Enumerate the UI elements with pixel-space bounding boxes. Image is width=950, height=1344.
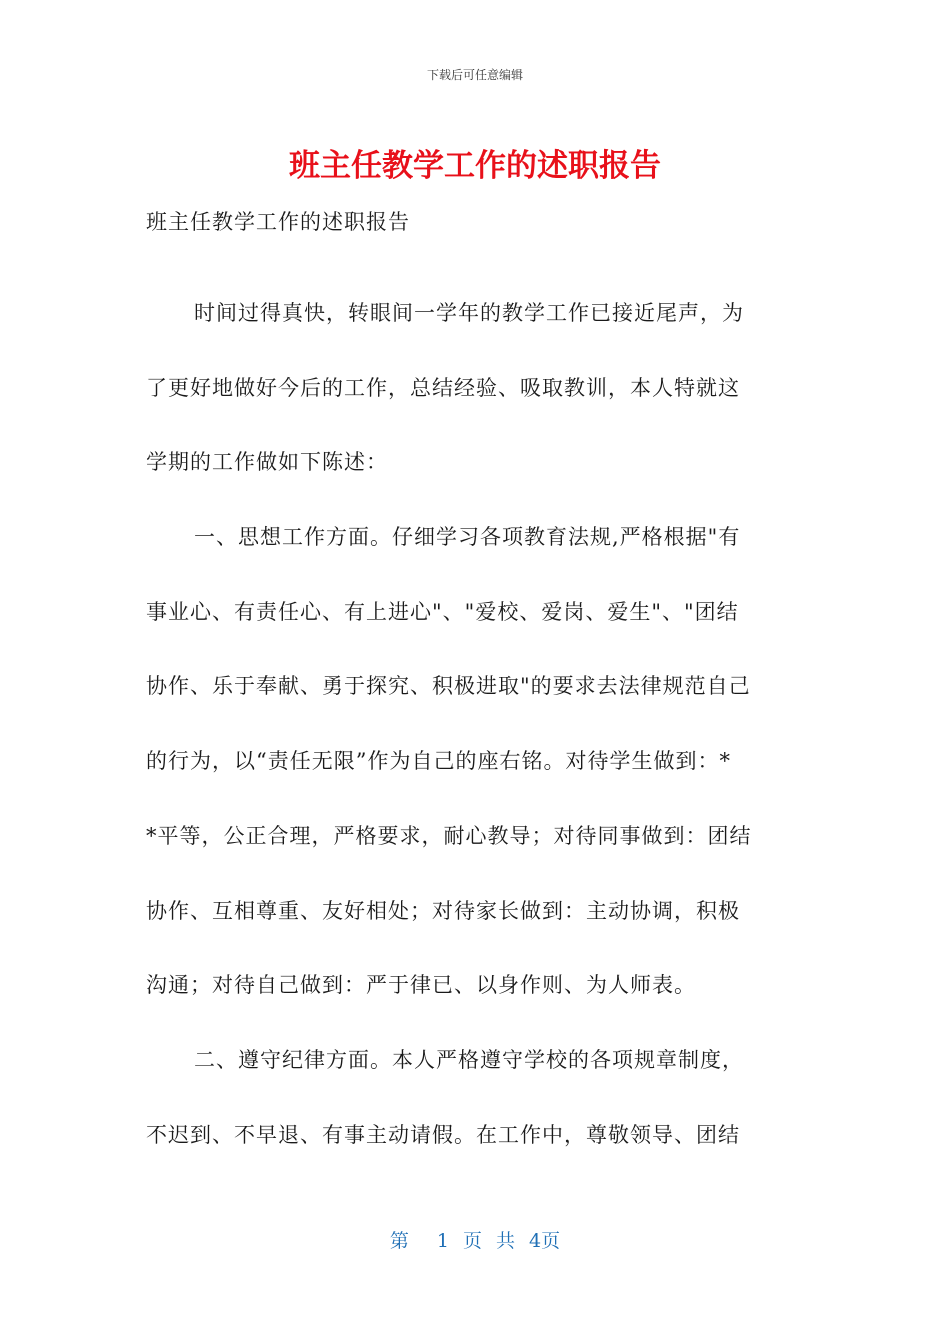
document-subtitle: 班主任教学工作的述职报告 <box>146 210 410 234</box>
paragraph-line: 不迟到、不早退、有事主动请假。在工作中，尊敬领导、团结 <box>146 1122 740 1147</box>
paragraph-line: 了更好地做好今后的工作，总结经验、吸取教训，本人特就这 <box>146 375 740 400</box>
paragraph-line: 协作、互相尊重、友好相处；对待家长做到：主动协调，积极 <box>146 898 740 923</box>
paragraph-line: *平等，公正合理，严格要求，耐心教导；对待同事做到：团结 <box>146 823 752 848</box>
paragraph-line: 一、思想工作方面。仔细学习各项教育法规,严格根据"有 <box>194 525 741 550</box>
footer-page-number: 1 <box>436 1230 449 1252</box>
footer-total-prefix: 共 <box>496 1230 516 1252</box>
paragraph-line: 时间过得真快，转眼间一学年的教学工作已接近尾声，为 <box>194 301 744 325</box>
header-note: 下载后可任意编辑 <box>426 68 523 82</box>
page-footer <box>0 1226 950 1253</box>
footer-total-pages: 4页 <box>529 1230 561 1252</box>
paragraph-line: 的行为，以“责任无限”作为自己的座右铭。对待学生做到：* <box>146 749 731 774</box>
footer-page-word: 页 <box>462 1230 482 1252</box>
footer-page-prefix: 第 <box>389 1230 409 1252</box>
document-body <box>146 276 806 1172</box>
paragraph-line: 二、遵守纪律方面。本人严格遵守学校的各项规章制度， <box>194 1047 744 1072</box>
paragraph-line: 协作、乐于奉献、勇于探究、积极进取"的要求去法律规范自己 <box>146 674 751 699</box>
paragraph-line: 事业心、有责任心、有上进心"、"爱校、爱岗、爱生"、"团结 <box>146 599 739 624</box>
paragraph-line: 沟通；对待自己做到：严于律已、以身作则、为人师表。 <box>146 973 696 998</box>
document-title: 班主任教学工作的述职报告 <box>289 148 661 184</box>
paragraph-line: 学期的工作做如下陈述： <box>146 450 388 475</box>
